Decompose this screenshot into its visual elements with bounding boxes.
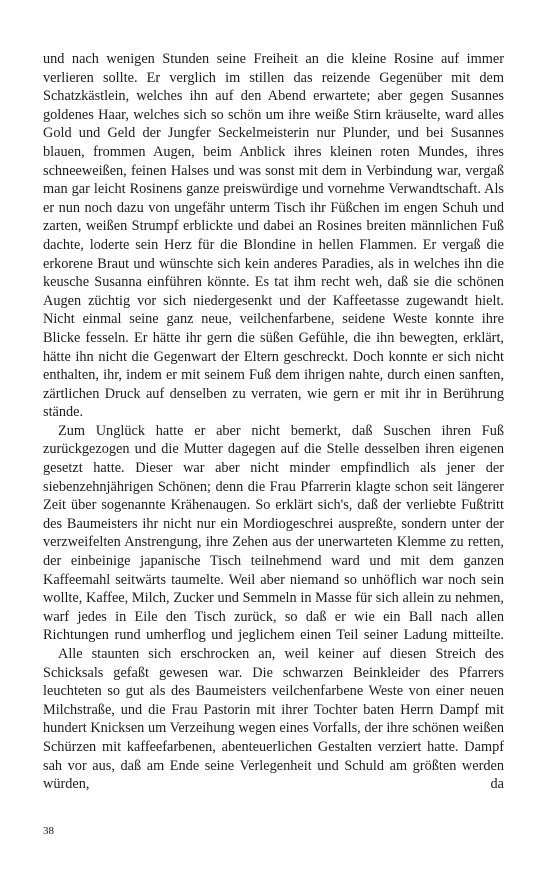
paragraph-3: Alle staunten sich erschrocken an, weil keiner auf diesen Streich des Schicksals gefaßt gewesen war. Die schwarzen Beinkleider des Pfarrers leuchteten so gut als des Baumeisters veilchenfarbene Weste von einer neuen Milchstraße, und die Frau Pastorin mit ihrer Tochter baten Herrn Dampf mit hundert Knicksen um Verzeihung wegen eines Vorfalls, der ihre schönen weißen Schürzen mit kaffeefarbenen, abenteuerlichen Gestalten verziert hatte. Dampf sah vor aus, daß am Ende seine Verlegenheit und Schuld am größten werden würden, da [43, 646, 504, 793]
body-text [43, 50, 504, 794]
paragraph-2: Zum Unglück hatte er aber nicht bemerkt, daß Suschen ihren Fuß zurückgezogen und die Mutter dagegen auf die Stelle desselben ihren eigenen gesetzt hatte. Dieser war aber nicht minder empfindlich als jener der siebenzehnjährigen Schönen; denn die Frau Pfarrerin klagte schon seit längerer Zeit über sogenannte Krähenaugen. So erklärt sich's, daß der verliebte Fußtritt des Baumeisters ihr nicht nur ein Mordiogeschrei auspreßte, sondern unter der verzweifelten Anstrengung, ihre Zehen aus der unerwarteten Klemme zu retten, der einbeinige japanische Tisch teilnehmend ward und mit dem ganzen Kaffeemahl seitwärts taumelte. Weil aber niemand so unhöflich war noch sein wollte, Kaffee, Milch, Zucker und Semmeln in Masse für sich allein zu nehmen, warf jedes in Eile den Tisch zurück, so daß er wie ein Ball nach allen Richtungen rund umherflog und jeglichem einen Teil seiner Ladung mitteilte. [43, 422, 504, 644]
page-number: 38 [43, 825, 54, 837]
paragraph-1: und nach wenigen Stunden seine Freiheit an die kleine Rosine auf immer verlieren sollte. Er verglich im stillen das reizende Gegenüber mit dem Schatzkästlein, welches ihn auf den Abend erwartete; aber gegen Susannes goldenes Haar, welches sich so schön um ihre weiße Stirn kräuselte, ward alles Gold und Geld der Jungfer Seckelmeisterin nur Plunder, und bei Susannes blauen, frommen Augen, beim Anblick ihres kleinen roten Mundes, ihres schneeweißen, feinen Halses und was sonst mit dem in Verbindung war, vergaß man gar leicht Rosinens ganze preiswürdige und vornehme Verwandtschaft. Als er nun noch dazu von ungefähr unterm Tisch ihr Füßchen im engen Schuh und zarten, weißen Strumpf erblickte und dabei an Rosines breiten männlichen Fuß dachte, loderte sein Herz für die Blondine in hellen Flammen. Er vergaß die erkorene Braut und wünschte sich kein anderes Paradies, als in welches ihn die keusche Susanna einführen könnte. Es tat ihm recht weh, daß sie die schönen Augen züchtig vor sich niedergesenkt und der Kaffeetasse zugewandt hielt. Nicht einmal seine ganz neue, veilchenfarbene, seidene Weste konnte ihre Blicke fesseln. Er hätte ihr gern die süßen Gefühle, die ihn bewegten, erklärt, hätte ihn nicht die Gegenwart der Eltern geschreckt. Doch konnte er sich nicht enthalten, ihr, indem er mit seinem Fuß dem ihrigen nahte, durch einen sanften, zärtlichen Druck auf denselben zu verraten, wie gern er mit ihr in Berührung stände. [43, 51, 504, 421]
